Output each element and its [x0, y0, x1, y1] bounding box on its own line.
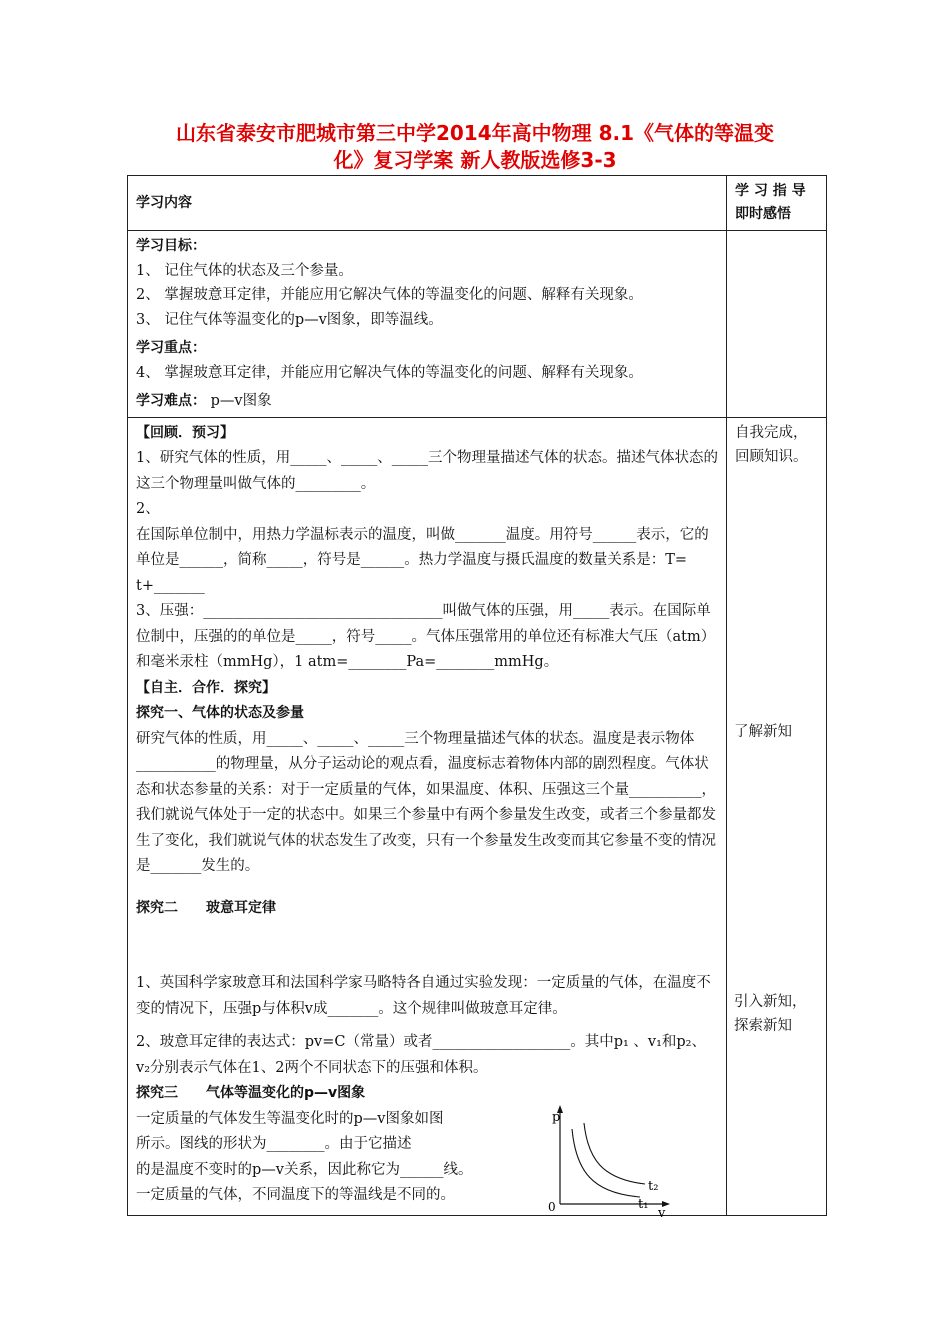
isotherm-graph: [540, 1101, 670, 1217]
curve-t1-label: t₁: [638, 1196, 649, 1212]
part3-line-4: 一定质量的气体，不同温度下的等温线是不同的。: [136, 1187, 455, 1203]
review-question-3: 3、压强：_________________________________叫做气体的压强，用_____表示。在国际单位制中，压强的的单位是_____，符号_____。气体压强常用的单位还有标准大气压（atm）和毫米汞柱（mmHg），1 atm=________Pa=________mmHg。: [136, 603, 716, 670]
focus-item: 4、 掌握玻意耳定律，并能应用它解决气体的等温变化的问题、解释有关现象。: [136, 364, 643, 381]
guide-header-cell: [727, 176, 827, 231]
part1-guide-note: 了解新知: [734, 723, 792, 740]
objectives-cell: [128, 231, 727, 418]
curve-t2-label: t₂: [648, 1178, 659, 1194]
part3-text: [136, 1107, 516, 1209]
part3-line-1: 一定质量的气体发生等温变化时的p—v图象如图: [136, 1110, 444, 1127]
objectives-guide-cell: [727, 231, 827, 418]
review-question-2-number: 2、: [136, 501, 160, 517]
part3-line-3: 的是温度不变时的p—v关系，因此称它为______线。: [136, 1161, 473, 1178]
guide-header-label-2: 即时感悟: [735, 206, 791, 222]
title-line-1: 山东省泰安市肥城市第三中学2014年高中物理 8.1《气体的等温变: [175, 121, 775, 145]
content-header-label: 学习内容: [136, 194, 192, 211]
content-cell: [128, 417, 727, 1215]
isotherm-curve-t2: [584, 1123, 645, 1184]
part1-heading: 探究一、气体的状态及参量: [136, 705, 304, 721]
part1-text: 研究气体的性质，用_____、_____、_____三个物理量描述气体的状态。温度是表示物体___________的物理量，从分子运动论的观点看，温度标志着物体内部的剧烈程度。气体状态和状态参量的关系：对于一定质量的气体，如果温度、体积、压强这三个量__________，我们就说气体处于一定的状态中。如果三个参量中有两个参量发生改变，或者三个参量都发生了变化，我们就说气体的状态发生了改变，只有一个参量发生改变而其它参量不变的情况是_______发生的。: [136, 730, 716, 874]
content-header-cell: [128, 176, 727, 231]
review-guide-note: 自我完成，回顾知识。: [735, 424, 808, 465]
objective-item: 1、 记住气体的状态及三个参量。: [136, 262, 353, 279]
explore-heading: 【自主．合作．探究】: [136, 679, 276, 696]
objectives-heading: 学习目标：: [136, 238, 206, 254]
objective-item: 3、 记住气体等温变化的p—v图象，即等温线。: [136, 311, 443, 328]
part2-question-2: 2、玻意耳定律的表达式：pv=C（常量）或者___________________。其中p₁ 、v₁和p₂、v₂分别表示气体在1、2两个不同状态下的压强和体积。: [136, 1034, 706, 1076]
part3-line-2: 所示。图线的形状为________。由于它描述: [136, 1136, 412, 1152]
part2-question-1: 1、英国科学家玻意耳和法国科学家马略特各自通过实验发现：一定质量的气体，在温度不变的情况下，压强p与体积v成_______。这个规律叫做玻意耳定律。: [136, 975, 711, 1017]
origin-label: 0: [548, 1199, 556, 1214]
difficulty-line: [136, 389, 718, 414]
review-question-2: 在国际单位制中，用热力学温标表示的温度，叫做_______温度。用符号______表示，它的单位是______，简称_____，符号是______。热力学温度与摄氏温度的数量关系是：T= t+_______: [136, 526, 709, 594]
focus-heading: 学习重点：: [136, 340, 206, 356]
y-axis-label: p: [552, 1109, 561, 1125]
study-plan-table: [127, 175, 827, 1216]
difficulty-item: p—v图象: [206, 393, 272, 409]
table-header-row: [128, 176, 827, 231]
review-heading: 【回顾．预习】: [136, 424, 234, 441]
part3-heading: 探究三 气体等温变化的p—v图象: [136, 1085, 366, 1101]
part3-block: [136, 1107, 718, 1217]
isotherm-curve-t1: [572, 1129, 640, 1197]
part2-heading: 探究二 玻意耳定律: [136, 899, 276, 916]
part2-guide-note: 引入新知，探索新知: [734, 993, 807, 1034]
content-guide-cell: [727, 417, 827, 1215]
difficulty-heading: 学习难点：: [136, 393, 206, 409]
x-axis-label: v: [658, 1205, 666, 1217]
objectives-row: [128, 231, 827, 418]
guide-header-label-1: 学 习 指 导: [735, 183, 806, 199]
title-line-2: 化》复习学案 新人教版选修3-3: [333, 148, 617, 172]
objective-item: 2、 掌握玻意耳定律，并能应用它解决气体的等温变化的问题、解释有关现象。: [136, 287, 643, 303]
content-row: [128, 417, 827, 1215]
review-question-1: 1、研究气体的性质，用_____、_____、_____三个物理量描述气体的状态。描述气体状态的这三个物理量叫做气体的_________。: [136, 450, 718, 492]
document-title: [120, 120, 830, 174]
